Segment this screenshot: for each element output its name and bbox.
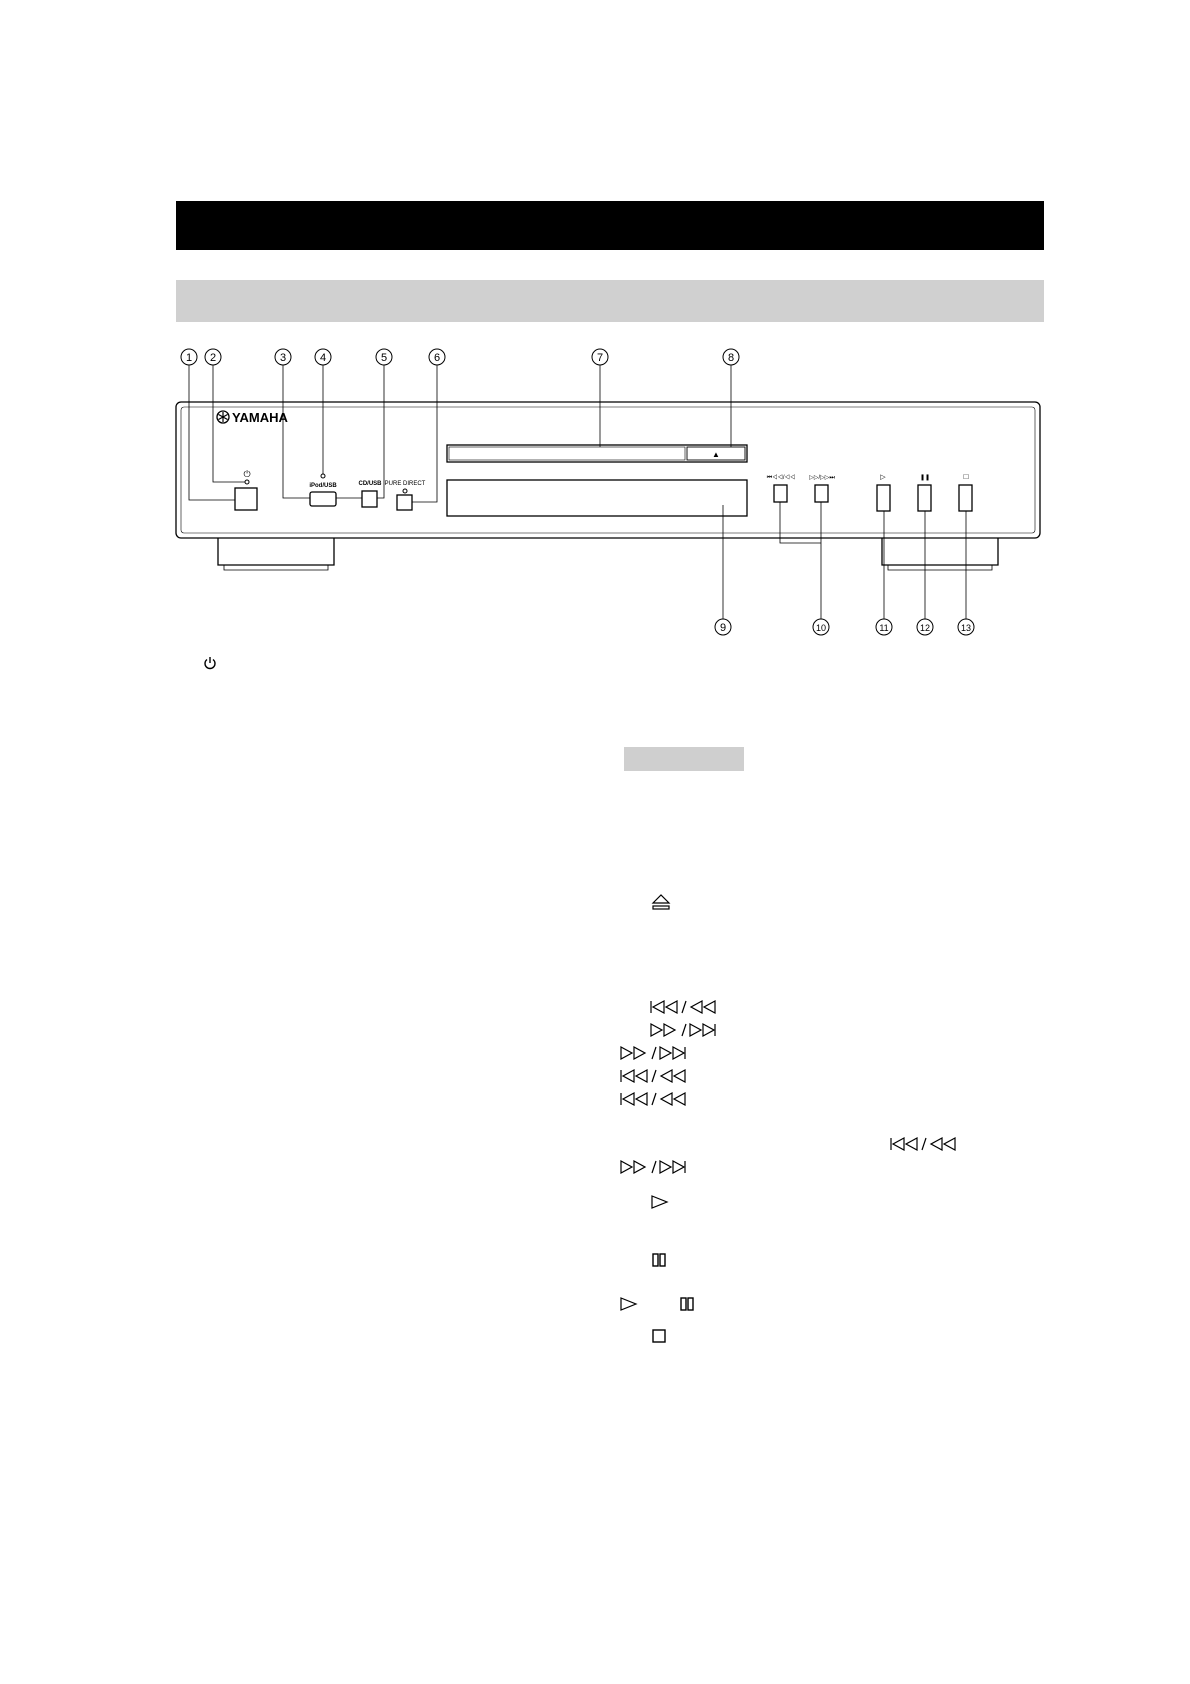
callout-2 bbox=[205, 349, 221, 365]
svg-text:11: 11 bbox=[879, 623, 889, 633]
cd-usb-label: CD/USB bbox=[358, 481, 382, 487]
note-heading-box bbox=[624, 747, 744, 771]
play-icon-2 bbox=[620, 1297, 638, 1311]
callout-11 bbox=[876, 619, 892, 635]
disc-tray bbox=[447, 445, 747, 462]
yamaha-logo bbox=[217, 410, 288, 425]
front-panel-diagram bbox=[170, 345, 1050, 645]
stop-label: □ bbox=[963, 472, 969, 481]
skip-back-label: ⏮◁◁/◁◁ bbox=[766, 475, 796, 481]
svg-text:13: 13 bbox=[960, 623, 972, 633]
pause-label: ❚❚ bbox=[919, 475, 931, 481]
callout-8 bbox=[723, 349, 739, 365]
forward-skip-icons bbox=[650, 1023, 730, 1037]
svg-text:4: 4 bbox=[319, 352, 327, 364]
pause-button[interactable] bbox=[918, 485, 931, 511]
rewind-icons-2 bbox=[620, 1092, 700, 1106]
section-heading-bar bbox=[176, 280, 1044, 322]
callout-7 bbox=[592, 349, 608, 365]
svg-text:7: 7 bbox=[596, 352, 604, 364]
eject-icon bbox=[651, 893, 671, 911]
svg-text:YAMAHA: YAMAHA bbox=[232, 410, 288, 425]
callout-4 bbox=[315, 349, 331, 365]
callout-markers bbox=[181, 349, 974, 635]
play-button[interactable] bbox=[877, 485, 890, 511]
callout-1 bbox=[181, 349, 197, 365]
power-icon bbox=[203, 656, 217, 670]
svg-text:2: 2 bbox=[209, 352, 217, 364]
standby-indicator bbox=[245, 480, 249, 484]
player-body bbox=[176, 402, 1040, 570]
svg-text:1: 1 bbox=[185, 352, 193, 364]
forward-skip-icons-2 bbox=[620, 1160, 700, 1174]
callout-3 bbox=[275, 349, 291, 365]
callout-10 bbox=[813, 619, 829, 635]
svg-text:6: 6 bbox=[433, 352, 441, 364]
pure-direct-button[interactable] bbox=[397, 495, 412, 510]
svg-text:8: 8 bbox=[727, 352, 735, 364]
svg-text:5: 5 bbox=[380, 352, 388, 364]
page-title-bar bbox=[176, 201, 1044, 250]
power-symbol: ⏻ bbox=[243, 469, 251, 479]
svg-text:3: 3 bbox=[279, 352, 287, 364]
play-icon bbox=[651, 1195, 669, 1209]
svg-text:12: 12 bbox=[919, 623, 931, 633]
svg-text:10: 10 bbox=[815, 623, 827, 633]
callout-12 bbox=[917, 619, 933, 635]
stop-icon bbox=[652, 1329, 666, 1343]
pause-icon bbox=[652, 1253, 666, 1267]
svg-text:9: 9 bbox=[719, 622, 727, 634]
ipod-usb-indicator bbox=[321, 474, 325, 478]
callout-13 bbox=[958, 619, 974, 635]
skip-forward-button[interactable] bbox=[815, 485, 828, 502]
ipod-usb-label: iPod/USB bbox=[309, 483, 337, 489]
pause-icon-2 bbox=[680, 1297, 694, 1311]
pure-direct-label: PURE DIRECT bbox=[384, 481, 426, 487]
usb-port[interactable] bbox=[310, 492, 336, 506]
cd-usb-button[interactable] bbox=[362, 491, 377, 507]
power-button[interactable] bbox=[235, 488, 257, 510]
front-display bbox=[447, 480, 747, 516]
stop-button[interactable] bbox=[959, 485, 972, 511]
skip-back-button[interactable] bbox=[774, 485, 787, 502]
fast-forward-icons bbox=[620, 1046, 700, 1060]
eject-icon: ▲ bbox=[712, 450, 720, 459]
rewind-icons bbox=[620, 1069, 700, 1083]
skip-forward-label: ▷▷/▷▷⏭ bbox=[809, 475, 835, 481]
callout-6 bbox=[429, 349, 445, 365]
callout-9 bbox=[715, 619, 731, 635]
play-label: ▷ bbox=[880, 474, 886, 481]
skip-back-rewind-icons bbox=[650, 1000, 730, 1014]
pure-direct-indicator bbox=[403, 489, 407, 493]
callout-5 bbox=[376, 349, 392, 365]
rewind-icons-3 bbox=[890, 1137, 970, 1151]
